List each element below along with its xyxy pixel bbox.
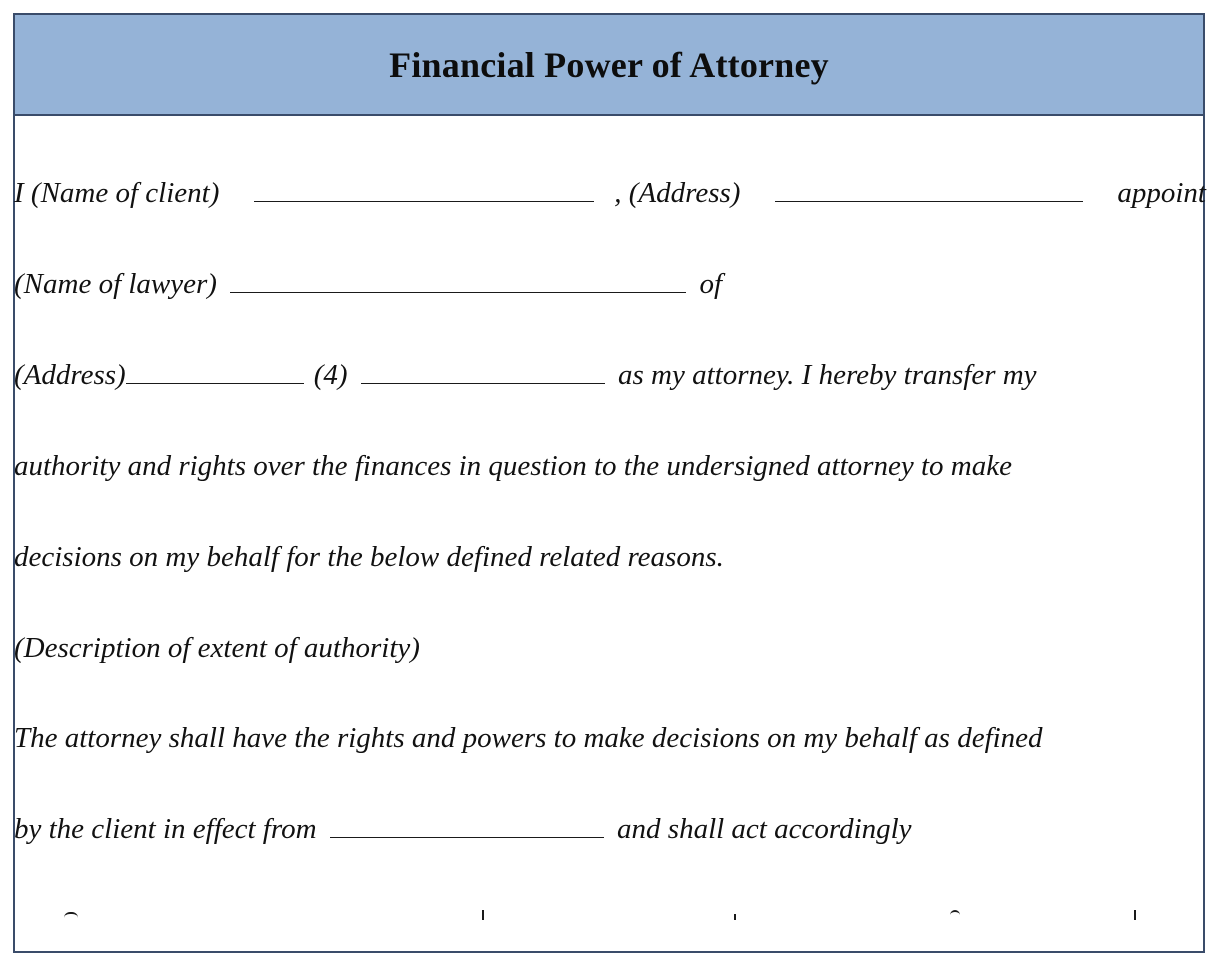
lawyer-line [14,267,722,301]
client-address-label: , (Address) [614,177,741,209]
lawyer-address-field[interactable] [126,359,304,384]
authority-paragraph-line: authority and rights over the finances in question to the undersigned attorney to make [14,450,1012,482]
lawyer-name-label: (Name of lawyer) [14,268,217,300]
of-label: of [699,268,723,300]
transfer-label: as my attorney. I hereby transfer my [618,359,1037,391]
appoint-label: appoint [1117,177,1206,209]
cutoff-glyph-5 [1134,910,1142,920]
decisions-paragraph-line: decisions on my behalf for the below defined related reasons. [14,541,724,573]
item-4-label: (4) [313,359,348,391]
powers-paragraph-line: The attorney shall have the rights and powers to make decisions on my behalf as defined [14,722,1043,754]
client-address-field[interactable] [775,177,1083,202]
act-accordingly-label: and shall act accordingly [617,813,912,845]
cutoff-glyph-1 [64,912,78,920]
lawyer-name-field[interactable] [230,268,686,293]
document-title: Financial Power of Attorney [389,44,829,85]
lawyer-address-label: (Address) [14,359,126,391]
cutoff-glyph-3 [734,914,740,920]
title-bar [15,15,1203,116]
effective-date-line [14,812,912,846]
effective-from-label: by the client in effect from [14,813,317,845]
cutoff-glyph-4 [950,910,960,920]
client-line [14,176,1206,210]
lawyer-address-line [14,358,1037,392]
effective-date-field[interactable] [330,813,604,838]
description-heading: (Description of extent of authority) [14,632,420,664]
cutoff-line [14,886,1206,920]
item-4-field[interactable] [361,359,605,384]
client-name-field[interactable] [254,177,594,202]
cutoff-glyph-2 [482,910,490,920]
client-name-label: I (Name of client) [14,177,220,209]
